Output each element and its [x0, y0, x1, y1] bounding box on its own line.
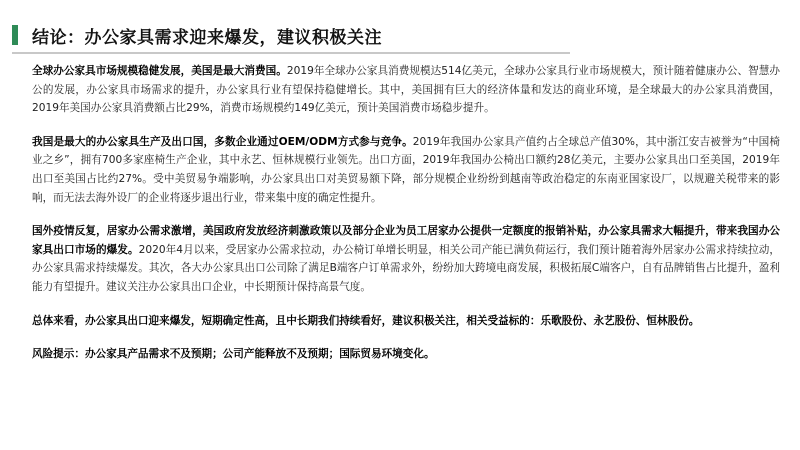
paragraph-lead: 总体来看，办公家具出口迎来爆发，短期确定性高，且中长期我们持续看好，建议积极关注，相关受益标的：乐歌股份、永艺股份、恒林股份。 — [32, 314, 700, 327]
paragraph-lead: 风险提示：办公家具产品需求不及预期；公司产能释放不及预期；国际贸易环境变化。 — [32, 348, 435, 361]
paragraph-pandemic-demand — [32, 222, 780, 296]
slide-title-bar — [12, 22, 382, 48]
paragraph-china-production — [32, 133, 780, 207]
paragraph-lead: 全球办公家具市场规模稳健发展，美国是最大消费国。 — [32, 65, 287, 77]
paragraph-body: 2019年全球办公家具消费规模达514亿美元，全球办公家具行业市场规模大，预计随着健康办公、智慧办公的发展，办公家具市场需求的提升，办公家具行业有望保持稳健增长。其中，美国拥有巨大的经济体量和发达的商业环境，是全球最大的办公家具消费国，2019年美国办公家具消费额占比29%，消费市场规模约149亿美元，预计美国消费市场稳步提升。 — [32, 65, 781, 115]
title-accent-bar — [12, 25, 18, 45]
title-divider — [12, 52, 570, 54]
paragraph-summary — [32, 312, 780, 331]
paragraph-global-market — [32, 62, 780, 118]
paragraph-body: 2020年4月以来，受居家办公需求拉动，办公椅订单增长明显，相关公司产能已满负荷运行，我们预计随着海外居家办公需求持续拉动，办公家具需求持续爆发。其次，各大办公家具出口公司除了满足B端客户订单需求外，纷纷加大跨境电商发展，积极拓展C端客户，自有品牌销售占比提升，盈利能力有望提升。建议关注办公家具出口企业，中长期预计保持高景气度。 — [32, 243, 780, 293]
paragraph-risk-warning — [32, 345, 780, 364]
paragraph-lead: 国外疫情反复，居家办公需求激增，美国政府发放经济刺激政策以及部分企业为员工居家办公提供一定额度的报销补贴，办公家具需求大幅提升，带来我国办公家具出口市场的爆发。 — [32, 225, 780, 256]
slide-body — [32, 62, 780, 379]
slide-title: 结论：办公家具需求迎来爆发，建议积极关注 — [32, 27, 382, 48]
paragraph-lead: 我国是最大的办公家具生产及出口国，多数企业通过OEM/ODM方式参与竞争。 — [32, 135, 413, 148]
paragraph-body: 2019年我国办公家具产值约占全球总产值30%，其中浙江安吉被誉为“中国椅业之乡”，拥有700多家座椅生产企业，其中永艺、恒林规模行业领先。出口方面，2019年我国办公椅出口额约28亿美元，主要办公家具出口至美国，2019年出口至美国占比约27%。受中美贸易争端影响，办公家具出口对美贸易额下降，部分规模企业纷纷到越南等政治稳定的东南亚国家设厂，以规避关税带来的影响，而无法去海外设厂的企业将逐步退出行业，带来集中度的确定性提升。 — [32, 135, 780, 204]
